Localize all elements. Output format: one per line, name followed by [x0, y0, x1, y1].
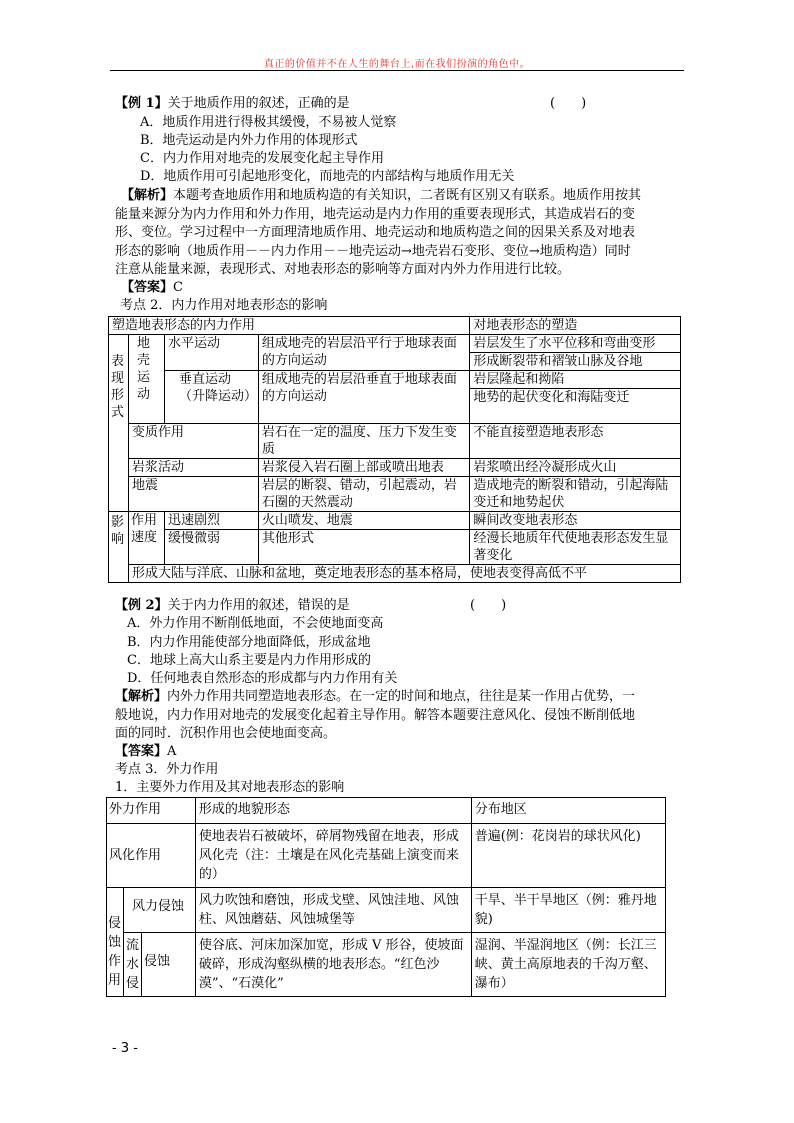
table2-water-erosion: 侵蚀: [142, 933, 196, 997]
table1-fast-form: 火山喷发、地震: [258, 512, 470, 530]
example2-question: 关于内力作用的叙述，错误的是: [167, 598, 350, 613]
table2-row: [107, 824, 666, 888]
table1-horizontal: 水平运动: [164, 335, 258, 371]
example2-analysis-line-1: [115, 688, 635, 706]
table2-wind-area: 干旱、半干旱地区（例：雅丹地貌): [471, 888, 665, 933]
internal-force-table: [108, 316, 681, 583]
point3-subtitle: 1．主要外力作用及其对地表形态的影响: [115, 780, 345, 795]
table1-slow-effect: 经漫长地质年代使地表形态发生显著变化: [470, 530, 681, 565]
example1-question: 关于地质作用的叙述，正确的是: [167, 96, 350, 111]
table1-quake-desc: 岩层的断裂、错动，引起震动，岩石圈的天然震动: [258, 477, 470, 512]
example1-answer: C: [173, 280, 183, 295]
example1-analysis-line-3: 形、变位。学习过程中一方面理清地质作用、地壳运动和地质构造之间的因果关系及对地表: [115, 225, 636, 240]
table1-metamorph-desc: 岩石在一定的温度、压力下发生变质: [258, 424, 470, 459]
table2-row: [107, 933, 666, 997]
example1-option-c: C．内力作用对地壳的发展变化起主导作用: [140, 151, 384, 166]
table2-h1: 外力作用: [107, 798, 196, 824]
table1-magma: 岩浆活动: [128, 459, 258, 477]
table2-wind: 风力侵蚀: [124, 888, 196, 933]
table1-head-right: 对地表形态的塑造: [470, 317, 681, 335]
example2-answer: A: [167, 744, 177, 759]
table1-biaoxian: 表现形式: [109, 335, 129, 512]
table1-magma-effect: 岩浆喷出经冷凝形成火山: [470, 459, 681, 477]
table1-row: [109, 477, 681, 512]
table1-row: [109, 424, 681, 459]
table1-horizontal-desc: 组成地壳的岩层沿平行于地球表面的方向运动: [258, 335, 470, 371]
table1-row: [109, 512, 681, 530]
table1-vertical-effect-1: 岩层隆起和拗陷: [470, 371, 681, 389]
example1-analysis-line-1: [121, 187, 641, 205]
example2-option-a: A．外力作用不断削低地面，不会使地面变高: [127, 616, 384, 631]
external-force-table: [106, 797, 666, 997]
example2-analysis-line-3: 面的同时．沉积作用也会使地面变高。: [115, 726, 337, 741]
example1-analysis-line-2: 能量来源分为内力作用和外力作用，地壳运动是内力作用的重要表现形式，其造成岩石的变: [115, 207, 636, 222]
table1-fast-effect: 瞬间改变地表形态: [470, 512, 681, 530]
example2-blank: ( ): [470, 598, 507, 613]
header-motto: 真正的价值并不在人生的舞台上,而在我们扮演的角色中。: [263, 59, 531, 70]
example1-analysis-text-1: 本题考查地质作用和地质构造的有关知识，二者既有区别又有联系。地质作用按其: [173, 188, 642, 203]
table2-wind-form: 风力吹蚀和磨蚀，形成戈壁、风蚀洼地、风蚀柱、风蚀蘑菇、风蚀城堡等: [195, 888, 471, 933]
table1-speed: 作用速度: [128, 512, 164, 565]
table1-row: [109, 530, 681, 565]
table1-fast: 迅速剧烈: [164, 512, 258, 530]
header-divider: [110, 70, 684, 71]
table1-vertical-effect-2: 地势的起伏变化和海陆变迁: [470, 389, 681, 424]
table2-weathering: 风化作用: [107, 824, 196, 888]
page-number: - 3 -: [112, 1041, 138, 1056]
table1-quake-effect: 造成地壳的断裂和错动，引起海陆变迁和地势起伏: [470, 477, 681, 512]
example1-analysis-line-4: 形态的影响（地质作用－－内力作用－－地壳运动→地壳岩石变形、变位→地质构造）同时: [115, 244, 631, 259]
table1-horizontal-effect-1: 岩层发生了水平位移和弯曲变形: [470, 335, 681, 353]
table1-metamorph-effect: 不能直接塑造地表形态: [470, 424, 681, 459]
table1-vertical-desc: 组成地壳的岩层沿垂直于地球表面的方向运动: [258, 371, 470, 424]
table2-weathering-form: 使地表岩石被破坏，碎屑物残留在地表，形成风化壳（注：土壤是在风化壳基础上演变而来的）: [195, 824, 471, 888]
example1-option-b: B．地壳运动是内外力作用的体现形式: [140, 133, 358, 148]
table1-vertical: 垂直运动（升降运动）: [164, 371, 258, 424]
table1-row: [109, 565, 681, 583]
example1-analysis-line-5: 注意从能量来源，表现形式、对地表形态的影响等方面对内外力作用进行比较。: [115, 262, 571, 277]
table1-metamorph: 变质作用: [128, 424, 258, 459]
table2-water: 流水侵: [124, 933, 142, 997]
table2-row: [107, 888, 666, 933]
table2-h2: 形成的地貌形态: [195, 798, 471, 824]
example1-answer-label: 【答案】: [121, 280, 174, 295]
table1-magma-desc: 岩浆侵入岩石圈上部或喷出地表: [258, 459, 470, 477]
example2-option-c: C．地球上高大山系主要是内力作用形成的: [127, 653, 371, 668]
table1-row: [109, 371, 681, 389]
example2-label: 【例 2】: [115, 598, 168, 613]
table1-summary: 形成大陆与洋底、山脉和盆地，奠定地表形态的基本格局，使地表变得高低不平: [128, 565, 680, 583]
example2-answer-line: [115, 743, 176, 761]
table1-diqiao: 地壳运动: [128, 335, 164, 424]
example1-label: 【例 1】: [115, 96, 168, 111]
example1-answer-line: [121, 279, 183, 297]
table2-h3: 分布地区: [471, 798, 665, 824]
example1-option-a: A．地质作用进行得极其缓慢，不易被人觉察: [140, 115, 397, 130]
table1-row: [109, 459, 681, 477]
example2-analysis-text-1: 内外力作用共同塑造地表形态。在一定的时间和地点，往往是某一作用占优势，一: [167, 689, 636, 704]
table2-erosion: 侵蚀作用: [107, 888, 124, 997]
table2-water-area: 湿润、半湿润地区（例：长江三峡、黄土高原地表的千沟万壑、瀑布）: [471, 933, 665, 997]
table1-horizontal-effect-2: 形成断裂带和褶皱山脉及谷地: [470, 353, 681, 371]
example1-option-d: D．地质作用可引起地形变化，而地壳的内部结构与地质作用无关: [140, 169, 515, 184]
example1-analysis-label: 【解析】: [121, 188, 174, 203]
table1-influence: 影响: [109, 512, 129, 583]
table1-slow-form: 其他形式: [258, 530, 470, 565]
example2-option-d: D．任何地表自然形态的形成都与内力作用有关: [127, 671, 398, 686]
table1-head-left: 塑造地表形态的内力作用: [109, 317, 470, 335]
table2-header-row: [107, 798, 666, 824]
table1-quake: 地震: [128, 477, 258, 512]
example2-analysis-line-2: 般地说，内力作用对地壳的发展变化起着主导作用。解答本题要注意风化、侵蚀不断削低地: [115, 708, 636, 723]
table1-row: [109, 335, 681, 353]
example1-line: [115, 95, 350, 113]
table2-weathering-area: 普遍(例：花岗岩的球状风化): [471, 824, 665, 888]
table2-water-form: 使谷底、河床加深加宽，形成 V 形谷，使坡面破碎，形成沟壑纵横的地表形态。“红色沙漠”、“石漠化”: [195, 933, 471, 997]
example2-option-b: B．内力作用能使部分地面降低，形成盆地: [127, 635, 371, 650]
table1-slow: 缓慢微弱: [164, 530, 258, 565]
example2-line: [115, 597, 350, 615]
example2-analysis-label: 【解析】: [115, 689, 168, 704]
point2-title: 考点 2．内力作用对地表形态的影响: [120, 298, 328, 313]
example2-answer-label: 【答案】: [115, 744, 168, 759]
point3-title: 考点 3．外力作用: [115, 762, 219, 777]
example1-blank: ( ): [550, 96, 587, 111]
table1-header-row: [109, 317, 681, 335]
